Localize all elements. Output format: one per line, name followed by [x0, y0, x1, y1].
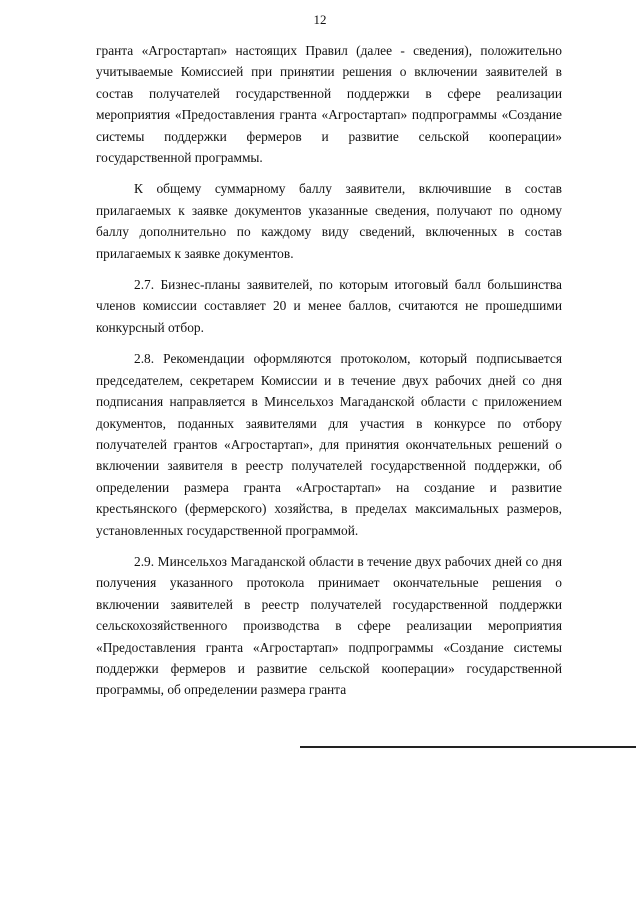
paragraph-2-9: 2.9. Минсельхоз Магаданской области в течение двух рабочих дней со дня получения указанного протокола принимает окончательные решения о включении заявителей в реестр получателей государственной поддержки сельскохозяйственного производства в сфере реализации мероприятия «Предоставления гранта «Агростартап» подпрограммы «Создание системы поддержки фермеров и развитие сельской кооперации» государственной программы, об определении размера гранта	[96, 553, 562, 698]
paragraph-total-score: К общему суммарному баллу заявители, включившие в состав прилагаемых к заявке документов указанные сведения, получают по одному баллу дополнительно по каждому виду сведений, включенных в состав прилагаемых к заявке документов.	[96, 181, 562, 261]
scan-edge-line	[300, 746, 636, 748]
page-number: 12	[313, 12, 327, 27]
body-text	[96, 40, 562, 711]
paragraph-2-8: 2.8. Рекомендации оформляются протоколом, который подписывается председателем, секретарем Комиссии и в течение двух рабочих дней со дня подписания направляется в Минсельхоз Магаданской области с приложением документов, поданных заявителями для участия в конкурсе по отбору получателей грантов «Агростартап», для принятия окончательных решений о включении заявителя в реестр получателей государственной поддержки, об определении размера гранта «Агростартап» на создание и развитие крестьянского (фермерского) хозяйства, в пределах максимальных размеров, установленных государственной программой.	[96, 351, 562, 538]
paragraph-continuation: гранта «Агростартап» настоящих Правил (далее - сведения), положительно учитываемые Комиссией при принятии решения о включении заявителей в состав получателей государственной поддержки в сфере реализации мероприятия «Предоставления гранта «Агростартап» подпрограммы «Создание системы поддержки фермеров и развитие сельской кооперации» государственной программы.	[96, 43, 562, 166]
paragraph-2-7: 2.7. Бизнес-планы заявителей, по которым итоговый балл большинства членов комиссии составляет 20 и менее баллов, считаются не прошедшими конкурсный отбор.	[96, 277, 562, 335]
